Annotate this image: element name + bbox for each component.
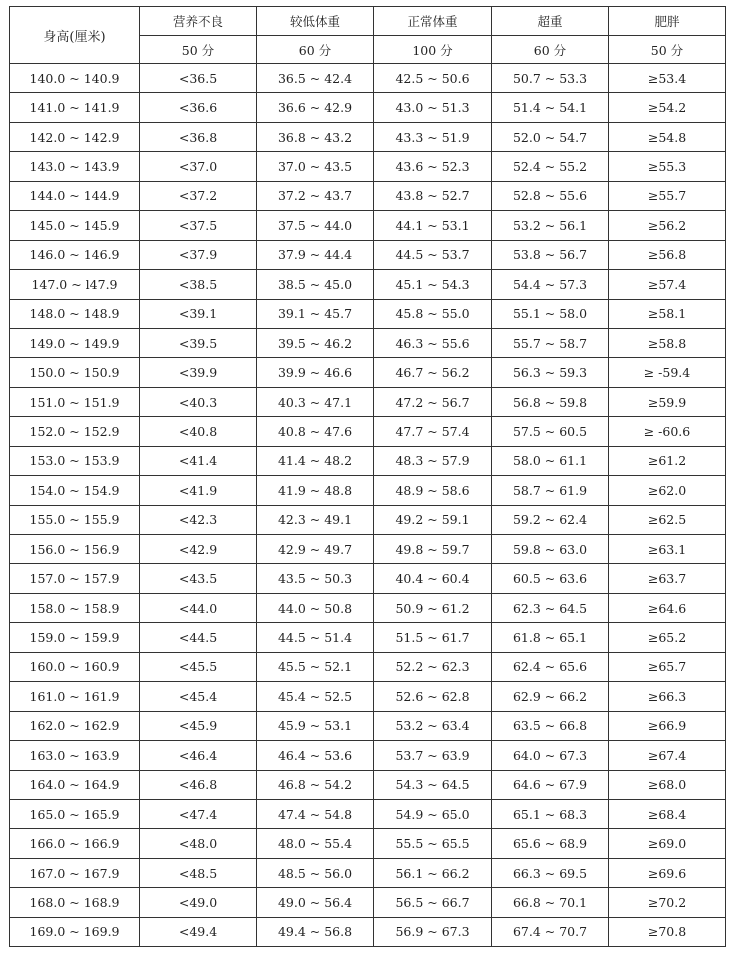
table-row bbox=[10, 358, 726, 387]
overweight-cell: 63.5 ~ 66.8 bbox=[492, 711, 609, 740]
overweight-cell: 56.8 ~ 59.8 bbox=[492, 387, 609, 416]
overweight-cell: 62.9 ~ 66.2 bbox=[492, 682, 609, 711]
overweight-cell: 62.4 ~ 65.6 bbox=[492, 652, 609, 681]
low-weight-cell: 46.8 ~ 54.2 bbox=[257, 770, 374, 799]
obese-cell: ≥61.2 bbox=[609, 446, 726, 475]
height-range-cell: 141.0 ~ 141.9 bbox=[10, 93, 140, 122]
obese-cell: ≥56.2 bbox=[609, 211, 726, 240]
malnutrition-cell: <43.5 bbox=[140, 564, 257, 593]
height-range-cell: 150.0 ~ 150.9 bbox=[10, 358, 140, 387]
height-range-cell: 146.0 ~ 146.9 bbox=[10, 240, 140, 269]
malnutrition-cell: <37.0 bbox=[140, 152, 257, 181]
low-weight-cell: 49.4 ~ 56.8 bbox=[257, 917, 374, 946]
normal-weight-cell: 44.1 ~ 53.1 bbox=[374, 211, 492, 240]
overweight-cell: 51.4 ~ 54.1 bbox=[492, 93, 609, 122]
normal-weight-cell: 56.1 ~ 66.2 bbox=[374, 858, 492, 887]
normal-weight-cell: 48.3 ~ 57.9 bbox=[374, 446, 492, 475]
col-header-normal-weight: 正常体重 bbox=[374, 7, 492, 36]
table-row bbox=[10, 917, 726, 946]
col-header-malnutrition: 营养不良 bbox=[140, 7, 257, 36]
malnutrition-cell: <49.0 bbox=[140, 888, 257, 917]
height-range-cell: 142.0 ~ 142.9 bbox=[10, 122, 140, 151]
low-weight-cell: 39.5 ~ 46.2 bbox=[257, 328, 374, 357]
table-row bbox=[10, 711, 726, 740]
score-malnutrition: 50 分 bbox=[140, 36, 257, 64]
obese-cell: ≥67.4 bbox=[609, 741, 726, 770]
low-weight-cell: 41.4 ~ 48.2 bbox=[257, 446, 374, 475]
low-weight-cell: 45.9 ~ 53.1 bbox=[257, 711, 374, 740]
low-weight-cell: 36.5 ~ 42.4 bbox=[257, 64, 374, 93]
obese-cell: ≥68.4 bbox=[609, 799, 726, 828]
height-range-cell: 140.0 ~ 140.9 bbox=[10, 64, 140, 93]
low-weight-cell: 43.5 ~ 50.3 bbox=[257, 564, 374, 593]
obese-cell: ≥ -60.6 bbox=[609, 417, 726, 446]
col-header-low-weight: 较低体重 bbox=[257, 7, 374, 36]
table-row bbox=[10, 829, 726, 858]
table-row bbox=[10, 299, 726, 328]
obese-cell: ≥65.7 bbox=[609, 652, 726, 681]
malnutrition-cell: <41.9 bbox=[140, 476, 257, 505]
overweight-cell: 64.0 ~ 67.3 bbox=[492, 741, 609, 770]
table-row bbox=[10, 652, 726, 681]
table-row bbox=[10, 476, 726, 505]
malnutrition-cell: <36.8 bbox=[140, 122, 257, 151]
height-range-cell: 165.0 ~ 165.9 bbox=[10, 799, 140, 828]
obese-cell: ≥54.2 bbox=[609, 93, 726, 122]
overweight-cell: 52.8 ~ 55.6 bbox=[492, 181, 609, 210]
table-row bbox=[10, 211, 726, 240]
low-weight-cell: 41.9 ~ 48.8 bbox=[257, 476, 374, 505]
height-range-cell: 149.0 ~ 149.9 bbox=[10, 328, 140, 357]
low-weight-cell: 39.9 ~ 46.6 bbox=[257, 358, 374, 387]
low-weight-cell: 44.5 ~ 51.4 bbox=[257, 623, 374, 652]
malnutrition-cell: <37.2 bbox=[140, 181, 257, 210]
malnutrition-cell: <49.4 bbox=[140, 917, 257, 946]
normal-weight-cell: 43.6 ~ 52.3 bbox=[374, 152, 492, 181]
height-range-cell: 166.0 ~ 166.9 bbox=[10, 829, 140, 858]
overweight-cell: 65.6 ~ 68.9 bbox=[492, 829, 609, 858]
obese-cell: ≥69.0 bbox=[609, 829, 726, 858]
normal-weight-cell: 50.9 ~ 61.2 bbox=[374, 593, 492, 622]
overweight-cell: 50.7 ~ 53.3 bbox=[492, 64, 609, 93]
overweight-cell: 65.1 ~ 68.3 bbox=[492, 799, 609, 828]
obese-cell: ≥65.2 bbox=[609, 623, 726, 652]
obese-cell: ≥66.9 bbox=[609, 711, 726, 740]
malnutrition-cell: <42.9 bbox=[140, 535, 257, 564]
score-normal-weight: 100 分 bbox=[374, 36, 492, 64]
table-row bbox=[10, 122, 726, 151]
low-weight-cell: 46.4 ~ 53.6 bbox=[257, 741, 374, 770]
height-range-cell: 143.0 ~ 143.9 bbox=[10, 152, 140, 181]
height-range-cell: 164.0 ~ 164.9 bbox=[10, 770, 140, 799]
obese-cell: ≥63.1 bbox=[609, 535, 726, 564]
overweight-cell: 59.8 ~ 63.0 bbox=[492, 535, 609, 564]
low-weight-cell: 40.3 ~ 47.1 bbox=[257, 387, 374, 416]
low-weight-cell: 37.0 ~ 43.5 bbox=[257, 152, 374, 181]
overweight-cell: 66.8 ~ 70.1 bbox=[492, 888, 609, 917]
malnutrition-cell: <45.4 bbox=[140, 682, 257, 711]
weight-standard-table-container bbox=[9, 6, 725, 947]
normal-weight-cell: 49.8 ~ 59.7 bbox=[374, 535, 492, 564]
malnutrition-cell: <37.9 bbox=[140, 240, 257, 269]
weight-standard-table bbox=[9, 6, 726, 947]
score-obese: 50 分 bbox=[609, 36, 726, 64]
height-range-cell: 161.0 ~ 161.9 bbox=[10, 682, 140, 711]
height-range-cell: 162.0 ~ 162.9 bbox=[10, 711, 140, 740]
malnutrition-cell: <46.4 bbox=[140, 741, 257, 770]
height-range-cell: 151.0 ~ 151.9 bbox=[10, 387, 140, 416]
malnutrition-cell: <39.5 bbox=[140, 328, 257, 357]
obese-cell: ≥69.6 bbox=[609, 858, 726, 887]
overweight-cell: 67.4 ~ 70.7 bbox=[492, 917, 609, 946]
normal-weight-cell: 55.5 ~ 65.5 bbox=[374, 829, 492, 858]
malnutrition-cell: <40.3 bbox=[140, 387, 257, 416]
malnutrition-cell: <46.8 bbox=[140, 770, 257, 799]
height-range-cell: 163.0 ~ 163.9 bbox=[10, 741, 140, 770]
table-row bbox=[10, 181, 726, 210]
height-range-cell: 148.0 ~ 148.9 bbox=[10, 299, 140, 328]
low-weight-cell: 44.0 ~ 50.8 bbox=[257, 593, 374, 622]
overweight-cell: 53.2 ~ 56.1 bbox=[492, 211, 609, 240]
overweight-cell: 52.0 ~ 54.7 bbox=[492, 122, 609, 151]
overweight-cell: 58.0 ~ 61.1 bbox=[492, 446, 609, 475]
height-range-cell: 153.0 ~ 153.9 bbox=[10, 446, 140, 475]
normal-weight-cell: 53.7 ~ 63.9 bbox=[374, 741, 492, 770]
table-row bbox=[10, 64, 726, 93]
normal-weight-cell: 56.5 ~ 66.7 bbox=[374, 888, 492, 917]
normal-weight-cell: 51.5 ~ 61.7 bbox=[374, 623, 492, 652]
obese-cell: ≥68.0 bbox=[609, 770, 726, 799]
normal-weight-cell: 45.8 ~ 55.0 bbox=[374, 299, 492, 328]
malnutrition-cell: <41.4 bbox=[140, 446, 257, 475]
score-overweight: 60 分 bbox=[492, 36, 609, 64]
obese-cell: ≥62.0 bbox=[609, 476, 726, 505]
malnutrition-cell: <45.5 bbox=[140, 652, 257, 681]
table-row bbox=[10, 682, 726, 711]
overweight-cell: 61.8 ~ 65.1 bbox=[492, 623, 609, 652]
height-range-cell: 168.0 ~ 168.9 bbox=[10, 888, 140, 917]
low-weight-cell: 37.5 ~ 44.0 bbox=[257, 211, 374, 240]
obese-cell: ≥64.6 bbox=[609, 593, 726, 622]
low-weight-cell: 48.0 ~ 55.4 bbox=[257, 829, 374, 858]
table-row bbox=[10, 799, 726, 828]
height-range-cell: 156.0 ~ 156.9 bbox=[10, 535, 140, 564]
normal-weight-cell: 54.9 ~ 65.0 bbox=[374, 799, 492, 828]
score-low-weight: 60 分 bbox=[257, 36, 374, 64]
normal-weight-cell: 46.3 ~ 55.6 bbox=[374, 328, 492, 357]
obese-cell: ≥58.1 bbox=[609, 299, 726, 328]
overweight-cell: 64.6 ~ 67.9 bbox=[492, 770, 609, 799]
overweight-cell: 52.4 ~ 55.2 bbox=[492, 152, 609, 181]
height-range-cell: 167.0 ~ 167.9 bbox=[10, 858, 140, 887]
height-range-cell: 145.0 ~ 145.9 bbox=[10, 211, 140, 240]
height-range-cell: 152.0 ~ 152.9 bbox=[10, 417, 140, 446]
malnutrition-cell: <48.0 bbox=[140, 829, 257, 858]
overweight-cell: 55.7 ~ 58.7 bbox=[492, 328, 609, 357]
low-weight-cell: 40.8 ~ 47.6 bbox=[257, 417, 374, 446]
low-weight-cell: 45.5 ~ 52.1 bbox=[257, 652, 374, 681]
low-weight-cell: 42.9 ~ 49.7 bbox=[257, 535, 374, 564]
overweight-cell: 56.3 ~ 59.3 bbox=[492, 358, 609, 387]
overweight-cell: 57.5 ~ 60.5 bbox=[492, 417, 609, 446]
table-row bbox=[10, 270, 726, 299]
normal-weight-cell: 54.3 ~ 64.5 bbox=[374, 770, 492, 799]
normal-weight-cell: 48.9 ~ 58.6 bbox=[374, 476, 492, 505]
obese-cell: ≥62.5 bbox=[609, 505, 726, 534]
obese-cell: ≥63.7 bbox=[609, 564, 726, 593]
obese-cell: ≥55.7 bbox=[609, 181, 726, 210]
obese-cell: ≥70.8 bbox=[609, 917, 726, 946]
low-weight-cell: 47.4 ~ 54.8 bbox=[257, 799, 374, 828]
header-row-labels bbox=[10, 7, 726, 36]
low-weight-cell: 38.5 ~ 45.0 bbox=[257, 270, 374, 299]
low-weight-cell: 36.6 ~ 42.9 bbox=[257, 93, 374, 122]
table-row bbox=[10, 623, 726, 652]
table-row bbox=[10, 152, 726, 181]
normal-weight-cell: 56.9 ~ 67.3 bbox=[374, 917, 492, 946]
normal-weight-cell: 46.7 ~ 56.2 bbox=[374, 358, 492, 387]
normal-weight-cell: 49.2 ~ 59.1 bbox=[374, 505, 492, 534]
overweight-cell: 54.4 ~ 57.3 bbox=[492, 270, 609, 299]
normal-weight-cell: 53.2 ~ 63.4 bbox=[374, 711, 492, 740]
normal-weight-cell: 42.5 ~ 50.6 bbox=[374, 64, 492, 93]
low-weight-cell: 36.8 ~ 43.2 bbox=[257, 122, 374, 151]
table-body bbox=[10, 64, 726, 947]
normal-weight-cell: 43.0 ~ 51.3 bbox=[374, 93, 492, 122]
malnutrition-cell: <45.9 bbox=[140, 711, 257, 740]
malnutrition-cell: <40.8 bbox=[140, 417, 257, 446]
overweight-cell: 62.3 ~ 64.5 bbox=[492, 593, 609, 622]
normal-weight-cell: 40.4 ~ 60.4 bbox=[374, 564, 492, 593]
overweight-cell: 53.8 ~ 56.7 bbox=[492, 240, 609, 269]
col-header-obese: 肥胖 bbox=[609, 7, 726, 36]
normal-weight-cell: 44.5 ~ 53.7 bbox=[374, 240, 492, 269]
table-row bbox=[10, 858, 726, 887]
obese-cell: ≥58.8 bbox=[609, 328, 726, 357]
height-range-cell: 169.0 ~ 169.9 bbox=[10, 917, 140, 946]
table-row bbox=[10, 770, 726, 799]
overweight-cell: 66.3 ~ 69.5 bbox=[492, 858, 609, 887]
malnutrition-cell: <39.1 bbox=[140, 299, 257, 328]
malnutrition-cell: <42.3 bbox=[140, 505, 257, 534]
low-weight-cell: 37.2 ~ 43.7 bbox=[257, 181, 374, 210]
height-range-cell: 158.0 ~ 158.9 bbox=[10, 593, 140, 622]
table-row bbox=[10, 328, 726, 357]
obese-cell: ≥54.8 bbox=[609, 122, 726, 151]
table-row bbox=[10, 93, 726, 122]
overweight-cell: 58.7 ~ 61.9 bbox=[492, 476, 609, 505]
height-range-cell: 144.0 ~ 144.9 bbox=[10, 181, 140, 210]
obese-cell: ≥57.4 bbox=[609, 270, 726, 299]
low-weight-cell: 49.0 ~ 56.4 bbox=[257, 888, 374, 917]
height-column-header: 身高(厘米) bbox=[10, 7, 140, 64]
overweight-cell: 55.1 ~ 58.0 bbox=[492, 299, 609, 328]
table-row bbox=[10, 446, 726, 475]
malnutrition-cell: <48.5 bbox=[140, 858, 257, 887]
normal-weight-cell: 43.8 ~ 52.7 bbox=[374, 181, 492, 210]
obese-cell: ≥59.9 bbox=[609, 387, 726, 416]
height-range-cell: 155.0 ~ 155.9 bbox=[10, 505, 140, 534]
malnutrition-cell: <44.0 bbox=[140, 593, 257, 622]
low-weight-cell: 42.3 ~ 49.1 bbox=[257, 505, 374, 534]
height-range-cell: 159.0 ~ 159.9 bbox=[10, 623, 140, 652]
col-header-overweight: 超重 bbox=[492, 7, 609, 36]
overweight-cell: 59.2 ~ 62.4 bbox=[492, 505, 609, 534]
table-row bbox=[10, 505, 726, 534]
height-range-cell: 160.0 ~ 160.9 bbox=[10, 652, 140, 681]
low-weight-cell: 48.5 ~ 56.0 bbox=[257, 858, 374, 887]
low-weight-cell: 45.4 ~ 52.5 bbox=[257, 682, 374, 711]
table-row bbox=[10, 535, 726, 564]
malnutrition-cell: <38.5 bbox=[140, 270, 257, 299]
normal-weight-cell: 52.6 ~ 62.8 bbox=[374, 682, 492, 711]
height-range-cell: 154.0 ~ 154.9 bbox=[10, 476, 140, 505]
obese-cell: ≥70.2 bbox=[609, 888, 726, 917]
obese-cell: ≥ -59.4 bbox=[609, 358, 726, 387]
low-weight-cell: 39.1 ~ 45.7 bbox=[257, 299, 374, 328]
table-row bbox=[10, 593, 726, 622]
obese-cell: ≥55.3 bbox=[609, 152, 726, 181]
normal-weight-cell: 52.2 ~ 62.3 bbox=[374, 652, 492, 681]
malnutrition-cell: <36.6 bbox=[140, 93, 257, 122]
normal-weight-cell: 47.2 ~ 56.7 bbox=[374, 387, 492, 416]
table-row bbox=[10, 888, 726, 917]
malnutrition-cell: <39.9 bbox=[140, 358, 257, 387]
height-range-cell: 147.0 ~ l47.9 bbox=[10, 270, 140, 299]
overweight-cell: 60.5 ~ 63.6 bbox=[492, 564, 609, 593]
normal-weight-cell: 47.7 ~ 57.4 bbox=[374, 417, 492, 446]
malnutrition-cell: <44.5 bbox=[140, 623, 257, 652]
malnutrition-cell: <37.5 bbox=[140, 211, 257, 240]
normal-weight-cell: 45.1 ~ 54.3 bbox=[374, 270, 492, 299]
malnutrition-cell: <36.5 bbox=[140, 64, 257, 93]
malnutrition-cell: <47.4 bbox=[140, 799, 257, 828]
table-row bbox=[10, 240, 726, 269]
table-row bbox=[10, 564, 726, 593]
low-weight-cell: 37.9 ~ 44.4 bbox=[257, 240, 374, 269]
obese-cell: ≥56.8 bbox=[609, 240, 726, 269]
obese-cell: ≥66.3 bbox=[609, 682, 726, 711]
table-row bbox=[10, 387, 726, 416]
table-row bbox=[10, 417, 726, 446]
height-range-cell: 157.0 ~ 157.9 bbox=[10, 564, 140, 593]
table-row bbox=[10, 741, 726, 770]
normal-weight-cell: 43.3 ~ 51.9 bbox=[374, 122, 492, 151]
obese-cell: ≥53.4 bbox=[609, 64, 726, 93]
